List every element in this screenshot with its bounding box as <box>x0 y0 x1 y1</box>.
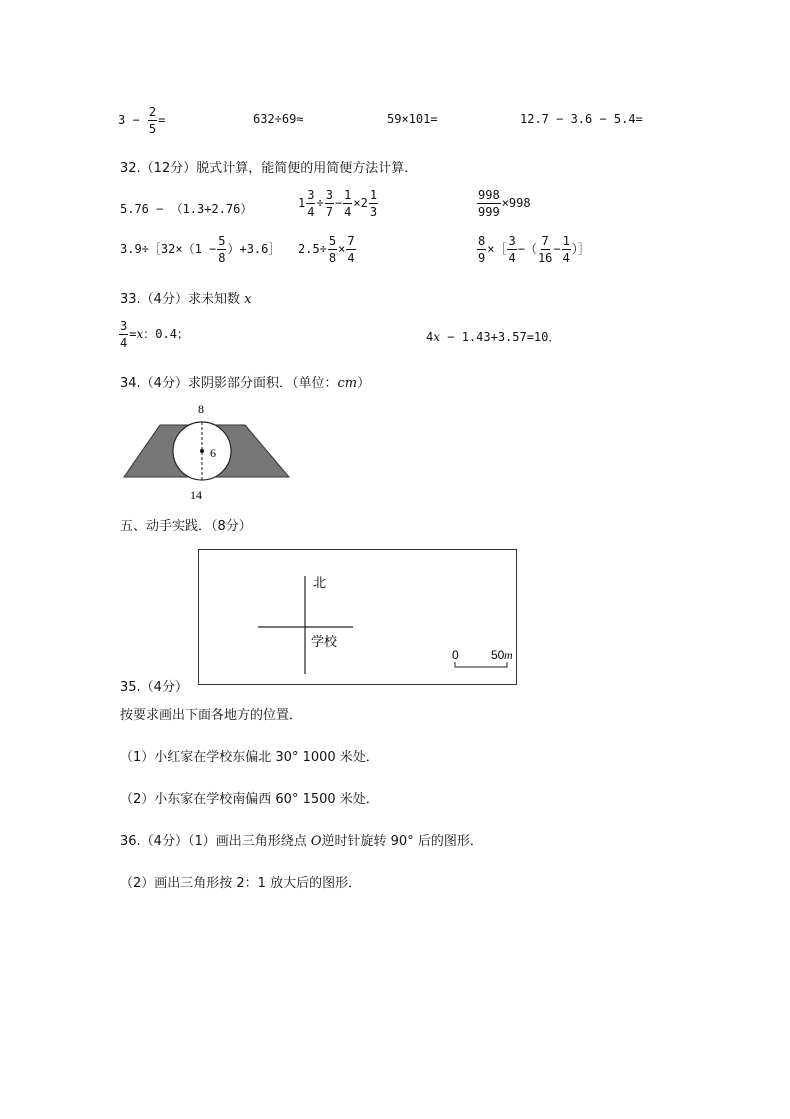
numerator: 5 <box>218 234 226 248</box>
variable-x: x <box>136 327 144 341</box>
expr-text: 2.5÷ <box>298 242 327 256</box>
operator: × <box>338 242 346 256</box>
denominator: 16 <box>537 251 553 265</box>
q32-expr-c <box>476 189 531 218</box>
denominator: 4 <box>120 336 128 350</box>
q32-title: 32.（12分）脱式计算，能简便的用简便方法计算． <box>120 161 418 176</box>
fraction <box>343 189 352 218</box>
numerator: 7 <box>541 234 549 248</box>
q31-expr-2: 632÷69≈ <box>253 112 304 126</box>
scale-unit-label: m <box>504 648 513 662</box>
denominator: 4 <box>307 205 315 219</box>
q35-instruction: 按要求画出下面各地方的位置． <box>120 708 303 723</box>
numerator: 7 <box>347 234 355 248</box>
denominator: 4 <box>347 251 355 265</box>
q32-expr-d <box>120 235 280 264</box>
expr-text: ）］ <box>571 242 590 256</box>
denominator: 3 <box>369 205 378 219</box>
circle-center <box>200 449 204 453</box>
numerator: 3 <box>307 188 315 202</box>
numerator: 1 <box>369 188 378 202</box>
denominator: 7 <box>325 205 333 219</box>
numerator: 998 <box>478 188 500 202</box>
q32-expr-f <box>476 235 590 264</box>
operator: = <box>129 327 137 341</box>
q36-tail: 逆时针旋转 90° 后的图形． <box>321 834 483 849</box>
operator: ×［ <box>487 242 507 256</box>
q35-item-1: （1）小红家在学校东偏北 30° 1000 米处． <box>120 750 379 765</box>
denominator: 5 <box>148 122 157 136</box>
expr-text: 3 − <box>118 113 140 127</box>
fraction <box>507 235 516 264</box>
fraction <box>325 189 334 218</box>
q36-item-2: （2）画出三角形按 2：1 放大后的图形． <box>120 876 362 891</box>
numerator: 3 <box>120 319 128 333</box>
denominator: 4 <box>562 251 570 265</box>
q34-title <box>120 372 370 391</box>
operator: ÷ <box>316 196 324 210</box>
fraction <box>346 235 355 264</box>
fraction <box>148 106 157 135</box>
numerator: 1 <box>562 234 570 248</box>
operator: −（ <box>517 242 537 256</box>
section-5-title: 五、动手实践．（8分） <box>120 519 252 534</box>
q34-title-text: 34.（4分）求阴影部分面积．（单位： <box>120 376 338 391</box>
operator: − <box>553 242 561 256</box>
bottom-base-label: 14 <box>190 488 202 502</box>
fraction <box>538 235 552 264</box>
operator: − <box>334 196 343 210</box>
numerator: 3 <box>508 234 516 248</box>
map-frame <box>199 550 517 685</box>
numerator: 5 <box>328 234 337 248</box>
denominator: 9 <box>478 251 486 265</box>
expr-text: = <box>158 113 166 127</box>
expr-text: ：0.4； <box>143 327 189 341</box>
fraction <box>562 235 571 264</box>
fraction <box>306 189 315 218</box>
denominator: 4 <box>344 205 352 219</box>
q33-title <box>120 288 251 307</box>
expr-text: 3.9÷［32×（1 − <box>120 242 217 256</box>
numerator: 8 <box>478 234 486 248</box>
expr-text: − 1.43+3.57=10． <box>440 330 561 344</box>
scale-length-label: 50 <box>491 648 505 662</box>
fraction <box>217 235 226 264</box>
q36-lead: 36.（4分）（1）画出三角形绕点 <box>120 834 307 849</box>
school-label: 学校 <box>311 635 338 650</box>
denominator: 8 <box>218 251 226 265</box>
variable-x: x <box>244 292 252 307</box>
q34-title-end: ） <box>357 376 371 391</box>
expr-text: 1 <box>298 196 306 210</box>
q36-line-1 <box>120 830 483 849</box>
operator: ×2 <box>353 196 368 210</box>
q35-label: 35.（4分） <box>120 680 188 695</box>
q31-expr-3: 59×101= <box>387 112 438 126</box>
expr-text: ）+3.6］ <box>227 242 281 256</box>
fraction <box>477 235 486 264</box>
fraction <box>477 189 501 218</box>
q33-equation-1 <box>118 320 189 349</box>
direction-map <box>198 549 518 686</box>
fraction <box>328 235 337 264</box>
unit-cm: cm <box>337 376 358 391</box>
fraction <box>119 320 128 349</box>
fraction <box>369 189 378 218</box>
scale-zero-label: 0 <box>452 648 459 662</box>
q32-expr-e <box>298 235 357 264</box>
north-label: 北 <box>313 576 327 591</box>
q31-expr-4: 12.7 − 3.6 − 5.4= <box>520 112 643 126</box>
numerator: 2 <box>148 105 157 119</box>
trapezoid-figure <box>118 396 318 506</box>
denominator: 8 <box>328 251 337 265</box>
q31-expr-1 <box>118 106 165 135</box>
q32-expr-a: 5.76 − （1.3+2.76） <box>120 202 253 216</box>
top-base-label: 8 <box>198 402 204 416</box>
q33-title-text: 33.（4分）求未知数 <box>120 292 240 307</box>
q35-item-2: （2）小东家在学校南偏西 60° 1500 米处． <box>120 792 379 807</box>
point-o: O <box>310 834 322 849</box>
variable-x: x <box>433 330 441 344</box>
expr-text: 4 <box>426 330 434 344</box>
expr-text: ×998 <box>501 196 531 210</box>
q33-equation-2 <box>426 328 560 345</box>
numerator: 3 <box>325 188 333 202</box>
q32-expr-b <box>298 189 379 218</box>
denominator: 999 <box>478 205 500 219</box>
numerator: 1 <box>344 188 352 202</box>
diameter-label: 6 <box>210 446 216 460</box>
denominator: 4 <box>508 251 516 265</box>
